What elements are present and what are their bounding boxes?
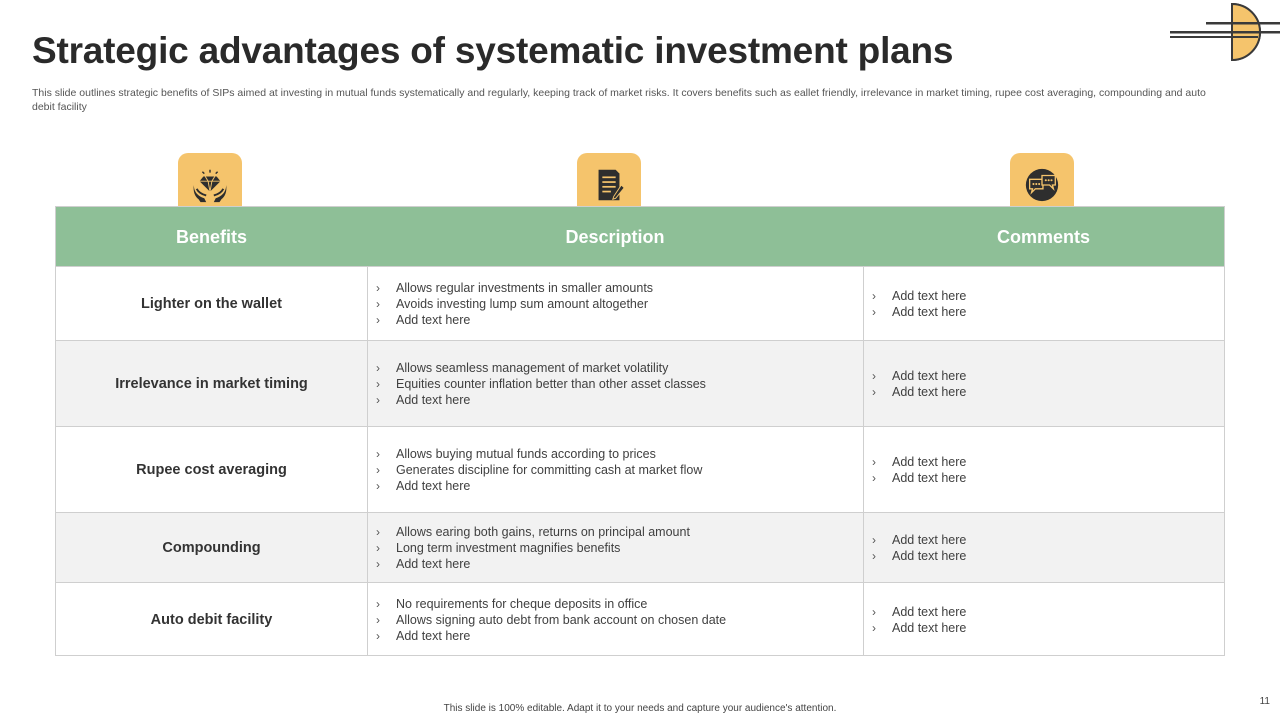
description-cell — [367, 427, 863, 512]
comments-cell — [863, 583, 1224, 656]
bullet-item — [376, 392, 706, 408]
chevron-right-icon: › — [376, 628, 380, 643]
bullet-item — [376, 296, 653, 312]
bullet-text: Avoids investing lump sum amount altogether — [396, 296, 648, 311]
bullet-item — [376, 556, 690, 572]
benefit-cell: Irrelevance in market timing — [115, 375, 308, 392]
bullet-item — [872, 454, 966, 470]
bullet-item — [376, 628, 726, 644]
bullet-text: Add text here — [396, 312, 471, 327]
chevron-right-icon: › — [376, 540, 380, 555]
bullet-item — [872, 368, 966, 384]
bullet-item — [376, 540, 690, 556]
bullet-text: Add text here — [892, 620, 967, 635]
bullet-text: Add text here — [396, 478, 471, 493]
description-cell — [367, 583, 863, 656]
bullet-text: Add text here — [396, 628, 471, 643]
chevron-right-icon: › — [376, 596, 380, 611]
description-cell — [367, 267, 863, 340]
slide-title: Strategic advantages of systematic investment plans — [32, 30, 954, 71]
benefit-cell: Lighter on the wallet — [141, 295, 282, 312]
bullet-text: Add text here — [892, 532, 967, 547]
chevron-right-icon: › — [872, 532, 876, 547]
bullet-item — [376, 360, 706, 376]
bullet-text: Add text here — [892, 288, 967, 303]
chevron-right-icon: › — [376, 312, 380, 327]
table-row — [56, 340, 1224, 426]
chevron-right-icon: › — [376, 446, 380, 461]
comments-cell — [863, 267, 1224, 340]
chevron-right-icon: › — [376, 612, 380, 627]
chevron-right-icon: › — [376, 280, 380, 295]
header-benefits: Benefits — [175, 226, 247, 247]
brand-logo-icon — [1168, 0, 1280, 64]
bullet-text: Add text here — [892, 384, 967, 399]
chevron-right-icon: › — [872, 368, 876, 383]
chevron-right-icon: › — [872, 604, 876, 619]
benefit-cell: Compounding — [162, 539, 261, 556]
hands-diamond-icon — [191, 166, 229, 204]
chevron-right-icon: › — [376, 478, 380, 493]
comments-cell — [863, 427, 1224, 512]
slide-subtitle: This slide outlines strategic benefits of SIPs aimed at investing in mutual funds systematically and regularly, keeping track of market risks. It covers benefits such as eallet friendly, irrelevance in market timing, rupee cost averaging, compounding and auto debit facility — [32, 87, 1206, 113]
bullet-text: Add text here — [892, 470, 967, 485]
benefits-table — [55, 206, 1225, 656]
description-cell — [367, 513, 863, 582]
chevron-right-icon: › — [376, 296, 380, 311]
chevron-right-icon: › — [376, 556, 380, 571]
bullet-item — [376, 462, 702, 478]
bullet-item — [872, 384, 966, 400]
comments-cell — [863, 341, 1224, 426]
bullet-item — [872, 548, 966, 564]
chevron-right-icon: › — [872, 470, 876, 485]
bullet-text: Add text here — [396, 556, 471, 571]
bullet-item — [872, 620, 966, 636]
chevron-right-icon: › — [872, 288, 876, 303]
bullet-text: Allows seamless management of market volatility — [396, 360, 669, 375]
chevron-right-icon: › — [872, 384, 876, 399]
chat-bubbles-icon — [1023, 166, 1061, 204]
chevron-right-icon: › — [376, 392, 380, 407]
chevron-right-icon: › — [376, 524, 380, 539]
bullet-item — [872, 604, 966, 620]
benefit-cell: Rupee cost averaging — [136, 461, 287, 478]
bullet-item — [376, 612, 726, 628]
header-comments: Comments — [996, 226, 1090, 247]
bullet-item — [872, 288, 966, 304]
bullet-text: Add text here — [892, 304, 967, 319]
chevron-right-icon: › — [872, 304, 876, 319]
bullet-text: Add text here — [892, 604, 967, 619]
page-number: 11 — [1259, 696, 1270, 707]
header-description: Description — [565, 226, 665, 247]
slide-footer: This slide is 100% editable. Adapt it to your needs and capture your audience's attention. — [443, 703, 837, 714]
bullet-text: Add text here — [892, 548, 967, 563]
table-row — [56, 426, 1224, 512]
chevron-right-icon: › — [376, 360, 380, 375]
table-header — [56, 207, 1224, 267]
benefit-cell: Auto debit facility — [150, 611, 273, 628]
bullet-text: Allows signing auto debt from bank account on chosen date — [396, 612, 727, 627]
bullet-item — [376, 478, 702, 494]
bullet-text: Equities counter inflation better than other asset classes — [396, 376, 706, 391]
bullet-item — [376, 524, 690, 540]
chevron-right-icon: › — [872, 548, 876, 563]
bullet-text: Add text here — [396, 392, 471, 407]
bullet-text: Add text here — [892, 454, 967, 469]
table-row — [56, 512, 1224, 582]
bullet-item — [376, 596, 726, 612]
table-row — [56, 582, 1224, 656]
document-pen-icon — [590, 166, 628, 204]
bullet-text: No requirements for cheque deposits in office — [396, 596, 648, 611]
bullet-item — [872, 304, 966, 320]
description-cell — [367, 341, 863, 426]
chevron-right-icon: › — [872, 620, 876, 635]
bullet-text: Allows buying mutual funds according to prices — [396, 446, 656, 461]
bullet-item — [872, 532, 966, 548]
bullet-item — [376, 312, 653, 328]
bullet-text: Allows earing both gains, returns on principal amount — [396, 524, 690, 539]
bullet-text: Generates discipline for committing cash at market flow — [396, 462, 703, 477]
bullet-text: Allows regular investments in smaller amounts — [396, 280, 654, 295]
bullet-text: Long term investment magnifies benefits — [396, 540, 621, 555]
chevron-right-icon: › — [872, 454, 876, 469]
chevron-right-icon: › — [376, 376, 380, 391]
table-row — [56, 266, 1224, 340]
bullet-item — [376, 446, 702, 462]
bullet-text: Add text here — [892, 368, 967, 383]
comments-cell — [863, 513, 1224, 582]
bullet-item — [872, 470, 966, 486]
bullet-item — [376, 376, 706, 392]
chevron-right-icon: › — [376, 462, 380, 477]
bullet-item — [376, 280, 653, 296]
